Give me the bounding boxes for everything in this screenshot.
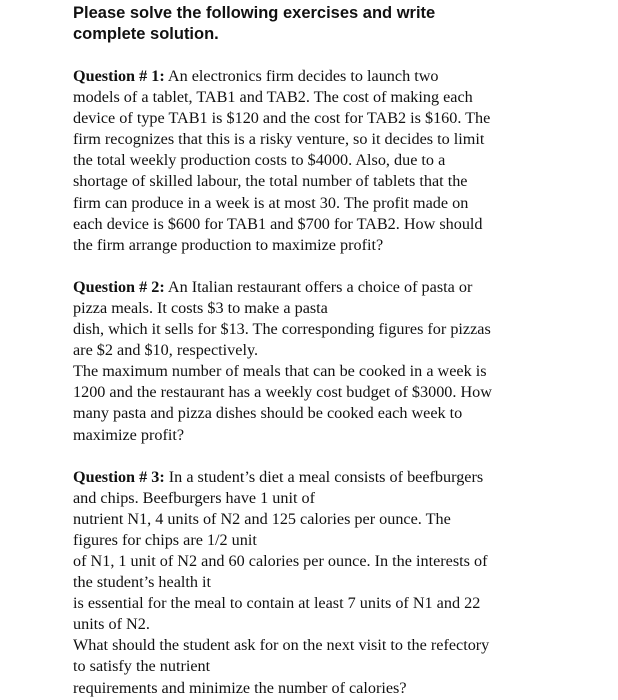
heading-line: Please solve the following exercises and write [73, 4, 436, 22]
question-text-line: is essential for the meal to contain at least 7 units of N1 and 22 [73, 594, 481, 613]
question-1 [73, 66, 593, 256]
question-text-line: models of a tablet, TAB1 and TAB2. The cost of making each [73, 88, 473, 107]
question-text-line: pizza meals. It costs $3 to make a pasta [73, 298, 328, 317]
question-first-line [73, 66, 593, 87]
question-text-line: units of N2. [73, 615, 150, 634]
question-3 [73, 467, 593, 699]
question-text-line: What should the student ask for on the next visit to the refectory [73, 636, 490, 655]
question-first-line [73, 277, 593, 298]
question-text: In a student’s diet a meal consists of beefburgers [164, 467, 484, 486]
question-text-line: each device is $600 for TAB1 and $700 for TAB2. How should [73, 214, 483, 233]
question-text-line: device of type TAB1 is $120 and the cost for TAB2 is $160. The [73, 109, 491, 128]
question-text-line: nutrient N1, 4 units of N2 and 125 calories per ounce. The [73, 509, 451, 528]
question-text-line: firm recognizes that this is a risky venture, so it decides to limit [73, 130, 485, 149]
question-label: Question # 3: [73, 467, 165, 486]
question-label: Question # 2: [73, 277, 165, 296]
document-page [73, 0, 593, 699]
question-text-line: the student’s health it [73, 573, 212, 592]
question-text-line: the total weekly production costs to $4000. Also, due to a [73, 151, 446, 170]
question-text-line: The maximum number of meals that can be cooked in a week is [73, 362, 487, 381]
question-text-line: to satisfy the nutrient [73, 657, 211, 676]
page-heading [73, 3, 593, 45]
question-first-line [73, 467, 593, 488]
question-text-line: and chips. Beefburgers have 1 unit of [73, 488, 315, 507]
question-text-line: the firm arrange production to maximize profit? [73, 235, 384, 254]
question-2 [73, 277, 593, 446]
question-text-line: 1200 and the restaurant has a weekly cost budget of $3000. How [73, 383, 492, 402]
question-text: An Italian restaurant offers a choice of pasta or [164, 277, 473, 296]
heading-line: complete solution. [73, 25, 219, 43]
question-text-line: dish, which it sells for $13. The corresponding figures for pizzas [73, 320, 491, 339]
question-text-line: many pasta and pizza dishes should be cooked each week to [73, 404, 463, 423]
question-text-line: requirements and minimize the number of calories? [73, 678, 407, 697]
question-text-line: shortage of skilled labour, the total number of tablets that the [73, 172, 468, 191]
question-text-line: are $2 and $10, respectively. [73, 341, 259, 360]
question-text-line: firm can produce in a week is at most 30. The profit made on [73, 193, 469, 212]
question-text-line: maximize profit? [73, 425, 185, 444]
question-label: Question # 1: [73, 67, 165, 85]
question-text-line: of N1, 1 unit of N2 and 60 calories per ounce. In the interests of [73, 551, 488, 570]
question-text: An electronics firm decides to launch two [164, 67, 439, 85]
question-text-line: figures for chips are 1/2 unit [73, 530, 257, 549]
